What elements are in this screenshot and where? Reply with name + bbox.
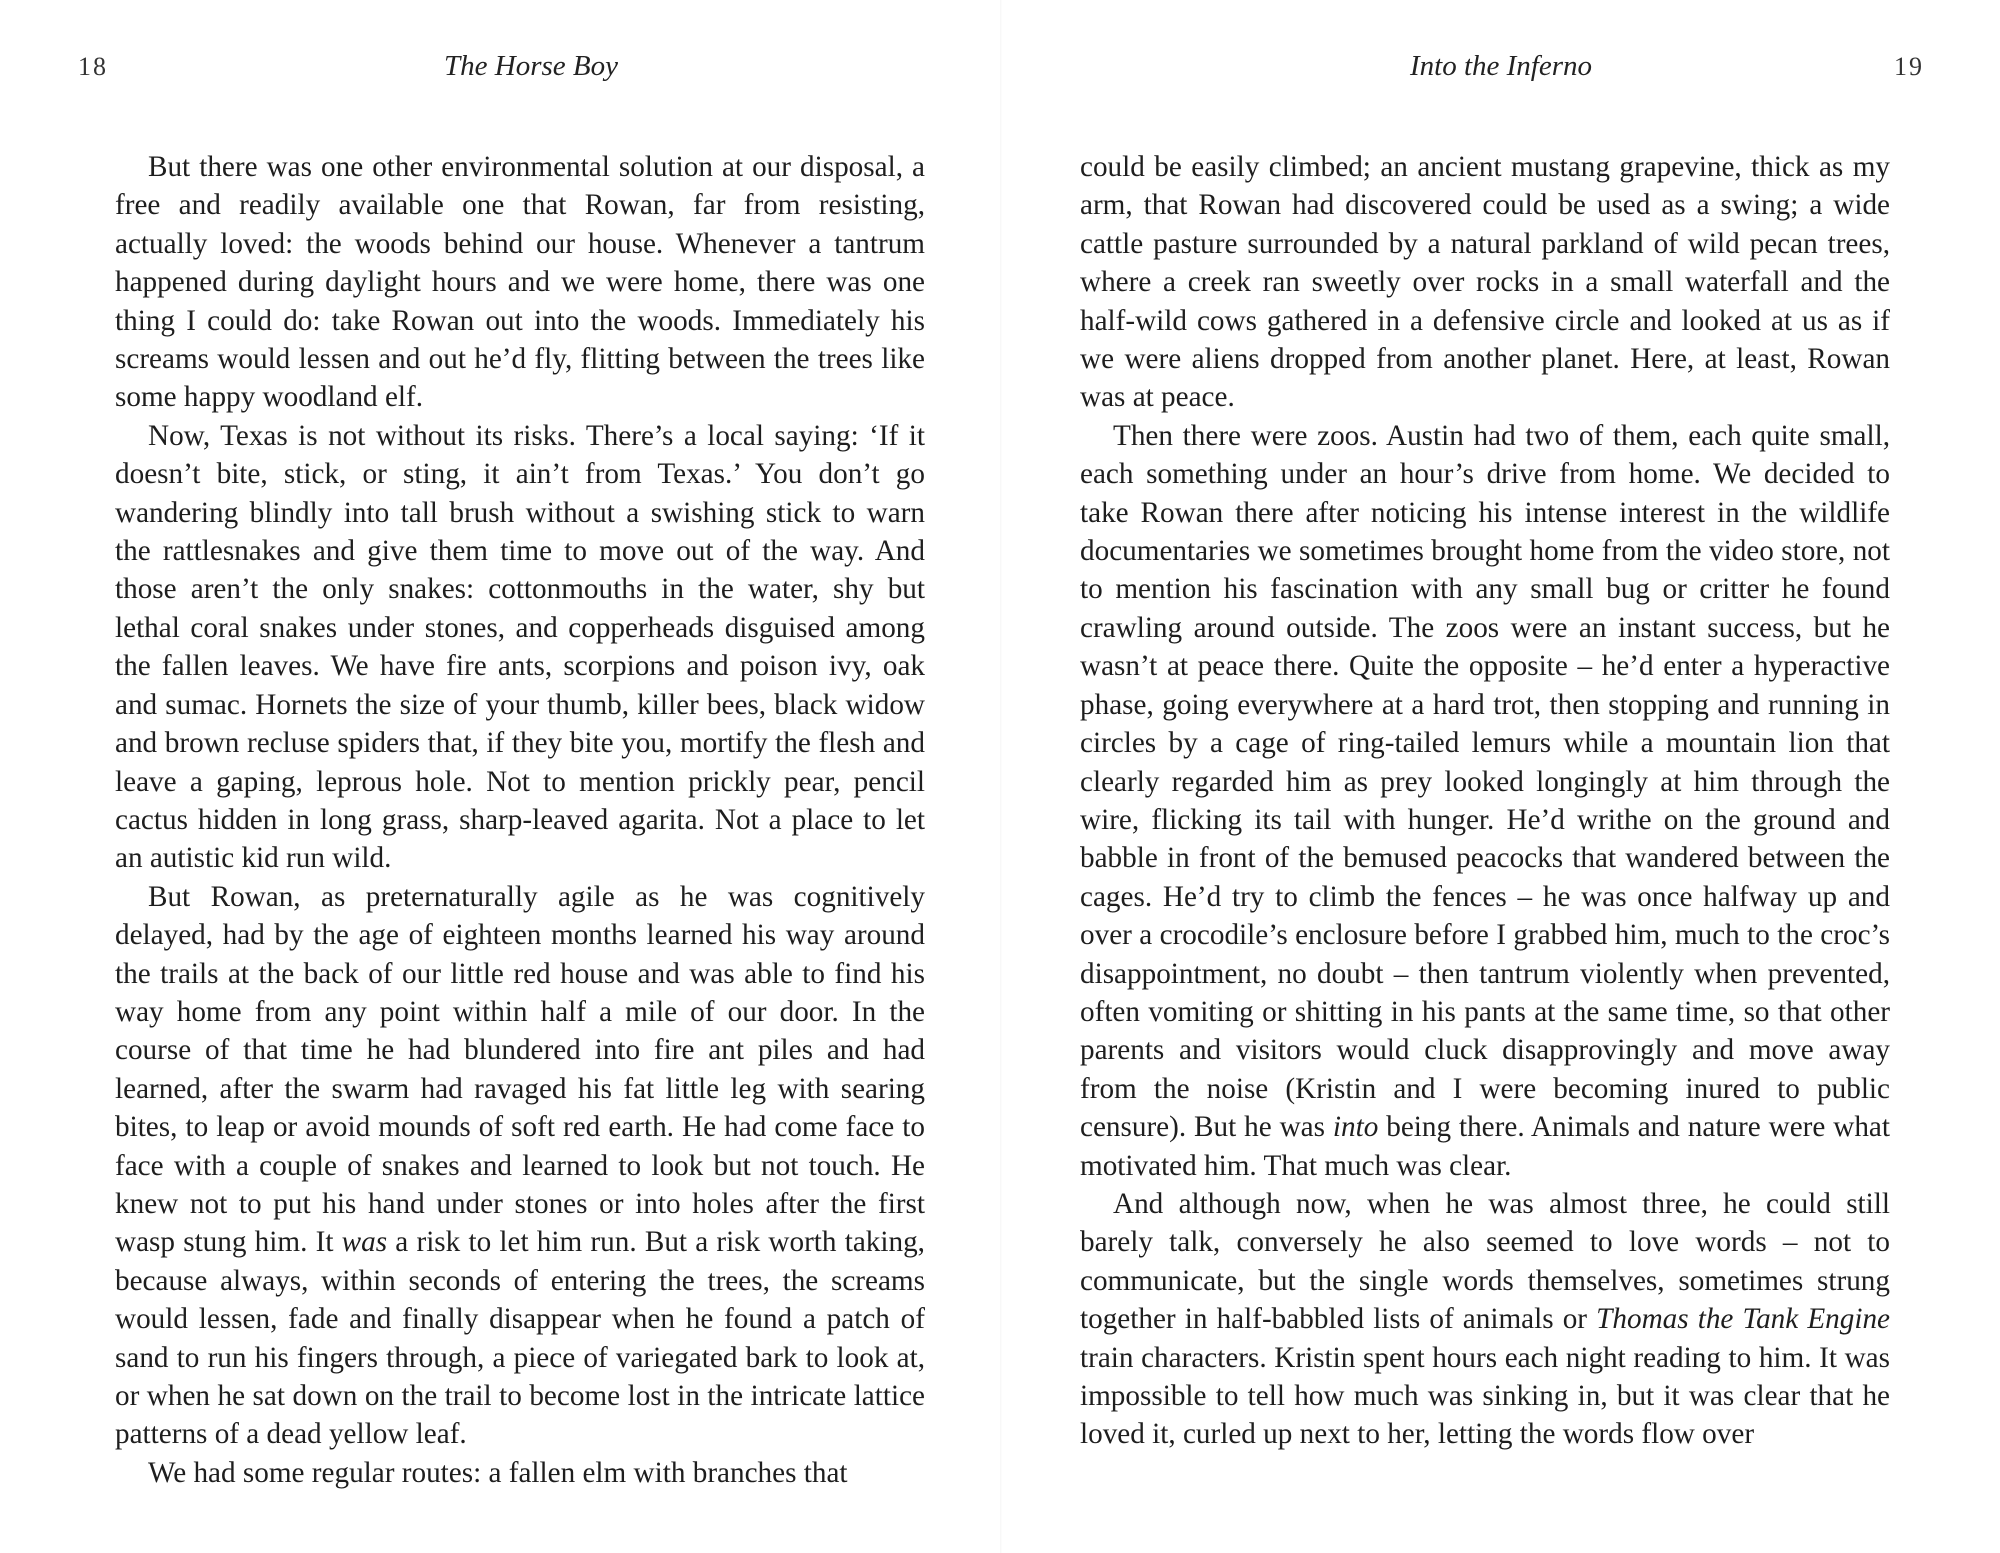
left-paragraph-3-text-b: a risk to let him run. But a risk worth taking, because always, within seconds of entering the trees, the screams would lessen, fade and finally disappear when he found a patch of sand to run his fingers through, a piece of variegated bark to look at, or when he sat down on the trail to become lost in the intricate lattice patterns of a dead yellow leaf. xyxy=(115,1226,925,1451)
right-page-body xyxy=(1080,148,1890,1454)
right-paragraph-3 xyxy=(1080,1185,1890,1454)
left-page-body xyxy=(115,148,925,1492)
right-paragraph-2 xyxy=(1080,417,1890,1185)
left-paragraph-3 xyxy=(115,878,925,1454)
left-paragraph-3-emphasis: was xyxy=(341,1226,388,1259)
left-paragraph-3-text-a: But Rowan, as preternaturally agile as he was cognitively delayed, had by the age of eighteen months learned his way around the trails at the back of our little red house and was able to find his way home from any point within half a mile of our door. In the course of that time he had blundered into fire ant piles and had learned, after the swarm had ravaged his fat little leg with searing bites, to leap or avoid mounds of soft red earth. He had come face to face with a couple of snakes and learned to look but not touch. He knew not to put his hand under stones or into holes after the first wasp stung him. It xyxy=(115,880,925,1259)
right-paragraph-3-emphasis: Thomas the Tank Engine xyxy=(1596,1303,1891,1336)
right-paragraph-3-text-b: train characters. Kristin spent hours each night reading to him. It was impossible to tell how much was sinking in, but it was clear that he loved it, curled up next to her, letting the words flow over xyxy=(1080,1341,1890,1451)
left-paragraph-2: Now, Texas is not without its risks. There’s a local saying: ‘If it doesn’t bite, stick, or sting, it ain’t from Texas.’ You don’t go wandering blindly into tall brush without a swishing stick to warn the rattlesnakes and give them time to move out of the way. And those aren’t the only snakes: cottonmouths in the water, shy but lethal coral snakes under stones, and copperheads disguised among the fallen leaves. We have fire ants, scorpions and poison ivy, oak and sumac. Hornets the size of your thumb, killer bees, black widow and brown recluse spiders that, if they bite you, mortify the flesh and leave a gaping, leprous hole. Not to mention prickly pear, pencil cactus hidden in long grass, sharp-leaved agarita. Not a place to let an autistic kid run wild. xyxy=(115,419,925,875)
right-running-head: Into the Inferno xyxy=(1410,50,1593,82)
left-paragraph-4: We had some regular routes: a fallen elm with branches that xyxy=(148,1456,848,1489)
right-paragraph-2-emphasis: into xyxy=(1332,1111,1379,1144)
right-page xyxy=(1000,0,2000,1553)
right-paragraph-3-text-a: And although now, when he was almost three, he could still barely talk, conversely he also seemed to love words – not to communicate, but the single words themselves, sometimes strung together in half-babbled lists of animals or xyxy=(1080,1187,1890,1336)
right-page-number: 19 xyxy=(1894,52,1924,81)
left-running-head: The Horse Boy xyxy=(444,50,618,82)
right-paragraph-2-text-a: Then there were zoos. Austin had two of them, each quite small, each something under an hour’s drive from home. We decided to take Rowan there after noticing his intense interest in the wildlife documentaries we sometimes brought home from the video store, not to mention his fascination with any small bug or critter he found crawling around outside. The zoos were an instant success, but he wasn’t at peace there. Quite the opposite – he’d enter a hyperactive phase, going everywhere at a hard trot, then stopping and running in circles by a cage of ring-tailed lemurs while a mountain lion that clearly regarded him as prey looked longingly at him through the wire, flicking its tail with hunger. He’d writhe on the ground and babble in front of the bemused peacocks that wandered between the cages. He’d try to climb the fences – he was once halfway up and over a crocodile’s enclosure before I grabbed him, much to the croc’s disappointment, no doubt – then tantrum violently when prevented, often vomiting or shitting in his pants at the same time, so that other parents and visitors would cluck disapprovingly and move away from the noise (Kristin and I were becoming inured to public censure). But he was xyxy=(1080,419,1890,1144)
left-page-number: 18 xyxy=(78,52,108,81)
right-paragraph-1: could be easily climbed; an ancient mustang grapevine, thick as my arm, that Rowan had discovered could be used as a swing; a wide cattle pasture surrounded by a natural parkland of wild pecan trees, where a creek ran sweetly over rocks in a small waterfall and the half-wild cows gathered in a defensive circle and looked at us as if we were aliens dropped from another planet. Here, at least, Rowan was at peace. xyxy=(1080,151,1890,414)
right-paragraph-2-text-b: being there. Animals and nature were what motivated him. That much was clear. xyxy=(1080,1111,1890,1182)
left-paragraph-1: But there was one other environmental solution at our disposal, a free and readily available one that Rowan, far from resisting, actually loved: the woods behind our house. Whenever a tantrum happened during daylight hours and we were home, there was one thing I could do: take Rowan out into the woods. Immediately his screams would lessen and out he’d fly, flitting between the trees like some happy woodland elf. xyxy=(115,151,925,414)
